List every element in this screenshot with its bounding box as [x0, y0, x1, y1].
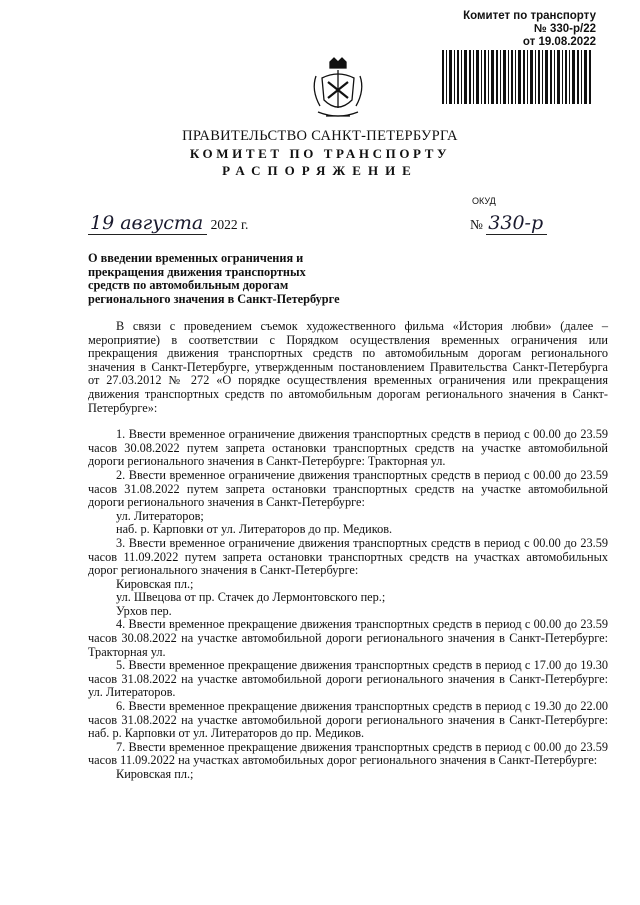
order-item: 7. Ввести временное прекращение движения транспортных средств в период с 00.00 до 23.59 часов 11.09.2022 на участках автомобильных дорог регионального значения в Санкт-Петербурге: — [88, 739, 608, 768]
registration-stamp — [416, 10, 596, 49]
stamp-line-committee: Комитет по транспорту — [463, 10, 596, 22]
coat-of-arms-emblem — [308, 56, 368, 126]
order-item: 2. Ввести временное ограничение движения транспортных средств в период с 00.00 до 23.59 часов 31.08.2022 путем запрета остановки транспортных средств на участке автомобильной дороги регионального значения в Санкт-Петербурге: — [88, 467, 608, 510]
handwritten-date: 19 августа — [88, 212, 207, 235]
barcode — [442, 50, 592, 104]
order-item: 5. Ввести временное прекращение движения транспортных средств в период с 17.00 до 19.30 часов 31.08.2022 на участке автомобильной дороги регионального значения в Санкт-Петербурге: ул. Литераторов. — [88, 658, 608, 700]
stamp-line-number: № 330-р/22 — [533, 23, 596, 35]
order-item: 4. Ввести временное прекращение движения транспортных средств в период с 00.00 до 23.59 часов 30.08.2022 на участке автомобильной дороги регионального значения в Санкт-Петербурге: Тракторная ул. — [88, 617, 608, 659]
government-title: ПРАВИТЕЛЬСТВО САНКТ-ПЕТЕРБУРГА — [182, 128, 458, 144]
committee-title: КОМИТЕТ ПО ТРАНСПОРТУ — [189, 146, 451, 161]
date-year: 2022 г. — [210, 217, 249, 232]
okud-label: ОКУД — [472, 196, 496, 206]
list-line: Урхов пер. — [116, 603, 172, 618]
document-body — [88, 320, 608, 782]
list-line: наб. р. Карповки от ул. Литераторов до пр. Медиков. — [116, 522, 393, 537]
date-line — [88, 212, 248, 234]
document-type-title: РАСПОРЯЖЕНИЕ — [222, 163, 418, 178]
intro-paragraph: В связи с проведением съемок художественного фильма «История любви» (далее – мероприятие) в соответствии с Порядком осуществления временных ограничения или прекращения движения транспортных средств по автомобильным дорогам регионального значения в Санкт-Петербурге, утвержденным постановлением Правительства Санкт-Петербурга от 27.03.2012 № 272 «О порядке осуществления временных ограничения или прекращения движения транспортных средств по автомобильным дорогам регионального значения в Санкт-Петербурге»: — [88, 319, 608, 415]
order-item: 1. Ввести временное ограничение движения транспортных средств в период с 00.00 до 23.59 часов 30.08.2022 путем запрета остановки транспортных средств на участке автомобильной дороги регионального значения в Санкт-Петербурге: Тракторная ул. — [88, 427, 608, 469]
order-item: 6. Ввести временное прекращение движения транспортных средств в период с 19.30 до 22.00 часов 31.08.2022 на участке автомобильной дороги регионального значения в Санкт-Петербурге: наб. р. Карповки от ул. Литераторов до пр. Медиков. — [88, 699, 608, 741]
list-line: ул. Литераторов; — [116, 508, 204, 523]
order-item: 3. Ввести временное ограничение движения транспортных средств в период с 00.00 до 23.59 часов 11.09.2022 путем запрета остановки транспортных средств на участках автомобильных дорог регионального значения в Санкт-Петербурге: — [88, 535, 608, 578]
list-line: Кировская пл.; — [116, 767, 194, 781]
stamp-line-date: от 19.08.2022 — [522, 36, 596, 48]
handwritten-number: 330-р — [486, 212, 547, 235]
list-line: ул. Швецова от пр. Стачек до Лермонтовского пер.; — [116, 590, 386, 605]
number-prefix: № — [470, 217, 483, 232]
document-header — [0, 128, 640, 179]
number-line — [470, 212, 547, 234]
list-line: Кировская пл.; — [116, 576, 194, 591]
document-subject: О введении временных ограничения и прекращения движения транспортных средств по автомобильным дорогам регионального значения в Санкт-Петербурге — [88, 251, 340, 306]
